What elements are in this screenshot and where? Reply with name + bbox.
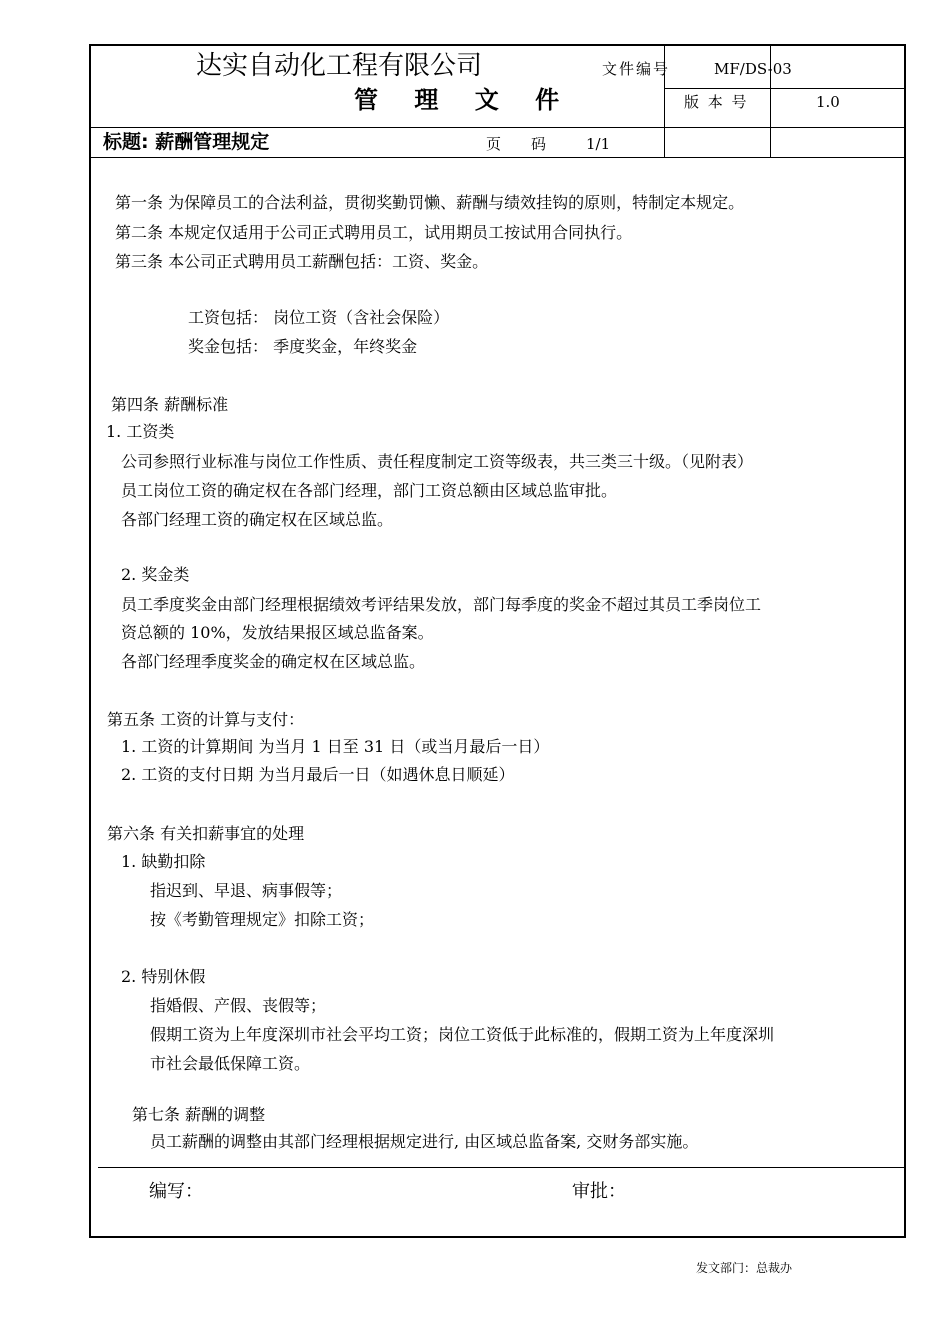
header-divider-bottom (89, 127, 906, 128)
doc-number-label: 文件编号 (602, 60, 671, 78)
article-6-item-2: 2. 特别休假 (121, 967, 206, 986)
article-2: 第二条 本规定仅适用于公司正式聘用员工，试用期员工按试用合同执行。 (115, 223, 633, 242)
wage-includes: 工资包括： 岗位工资（含社会保险） (188, 308, 450, 327)
article-6-item-2b: 假期工资为上年度深圳市社会平均工资；岗位工资低于此标准的，假期工资为上年度深圳 (150, 1025, 775, 1044)
wage-paragraph-2: 员工岗位工资的确定权在各部门经理，部门工资总额由区域总监审批。 (121, 481, 618, 500)
article-4-heading: 第四条 薪酬标准 (111, 395, 229, 414)
document-title: 标题: 薪酬管理规定 (103, 131, 270, 153)
approver-label: 审批： (572, 1181, 626, 1202)
bonus-section-heading: 2. 奖金类 (121, 565, 190, 584)
article-7-item-1: 员工薪酬的调整由其部门经理根据规定进行, 由区域总监备案, 交财务部实施。 (150, 1132, 699, 1151)
article-6-item-1b: 按《考勤管理规定》扣除工资； (150, 910, 375, 929)
header-divider-bottom-2 (89, 157, 906, 158)
article-6-item-2c: 市社会最低保障工资。 (150, 1054, 311, 1073)
page-label: 页 码 (486, 135, 547, 153)
article-5-item-1: 1. 工资的计算期间 为当月 1 日至 31 日（或当月最后一日） (121, 737, 550, 756)
page-number: 1/1 (586, 135, 611, 153)
footer-divider (98, 1167, 904, 1168)
bonus-paragraph-2: 各部门经理季度奖金的确定权在区域总监。 (121, 652, 426, 671)
company-name: 达实自动化工程有限公司 (196, 51, 483, 81)
document-type: 管 理 文 件 (354, 85, 574, 114)
bonus-includes: 奖金包括： 季度奖金，年终奖金 (188, 337, 418, 356)
article-6-item-1a: 指迟到、早退、病事假等； (150, 881, 343, 900)
article-6-item-2a: 指婚假、产假、丧假等； (150, 996, 327, 1015)
bonus-paragraph-1a: 员工季度奖金由部门经理根据绩效考评结果发放，部门每季度的奖金不超过其员工季岗位工 (121, 595, 762, 614)
wage-section-heading: 1. 工资类 (106, 422, 175, 441)
version-value: 1.0 (816, 93, 840, 111)
article-6-heading: 第六条 有关扣薪事宜的处理 (107, 824, 305, 843)
article-7-heading: 第七条 薪酬的调整 (132, 1105, 266, 1124)
article-1: 第一条 为保障员工的合法利益，贯彻奖勤罚懒、薪酬与绩效挂钩的原则，特制定本规定。 (115, 193, 745, 212)
issuing-department: 发文部门：总裁办 (696, 1261, 793, 1275)
version-label: 版 本 号 (684, 93, 749, 111)
header-divider-mid (664, 88, 906, 89)
article-5-item-2: 2. 工资的支付日期 为当月最后一日（如遇休息日顺延） (121, 765, 515, 784)
author-label: 编写： (149, 1181, 203, 1202)
article-5-heading: 第五条 工资的计算与支付： (107, 710, 305, 729)
wage-paragraph-1: 公司参照行业标准与岗位工作性质、责任程度制定工资等级表，共三类三十级。（见附表） (121, 452, 754, 471)
doc-number-value: MF/DS-03 (714, 60, 792, 78)
article-6-item-1: 1. 缺勤扣除 (121, 852, 206, 871)
bonus-paragraph-1b: 资总额的 10%，发放结果报区域总监备案。 (121, 623, 434, 642)
wage-paragraph-3: 各部门经理工资的确定权在区域总监。 (121, 510, 394, 529)
article-3: 第三条 本公司正式聘用员工薪酬包括：工资、奖金。 (115, 252, 489, 271)
